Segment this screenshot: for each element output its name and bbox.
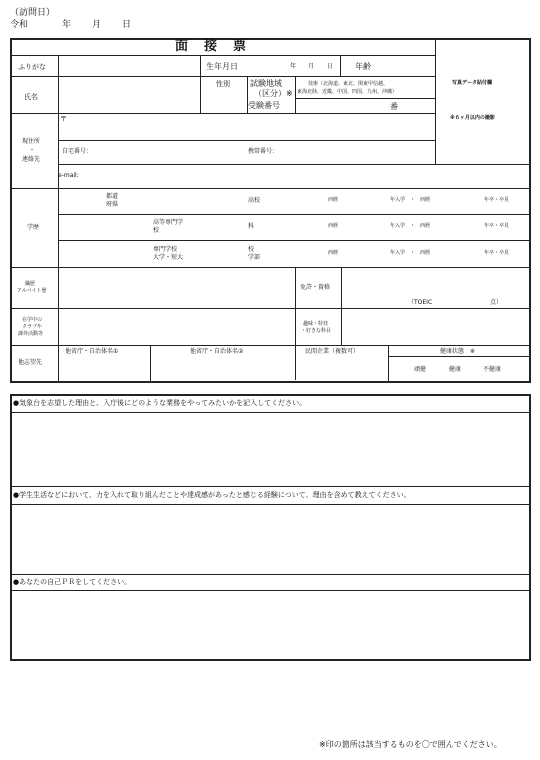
department-label: 科	[248, 223, 255, 230]
home-phone-label: 自宅番号：	[62, 148, 93, 155]
areas-line2: 東海北陸、近畿、中国、四国、九州、沖縄）	[297, 89, 398, 95]
birth-day: 日	[327, 63, 334, 70]
vocational-label-1: 専門学校	[153, 246, 178, 253]
edu-row3-grad: 年卒・卒見	[484, 250, 510, 256]
contact-label: 連絡先	[22, 156, 41, 163]
areas-line1: 技術（北海道、東北、関東甲信越、	[308, 81, 389, 87]
edu-row2-entry: 年入学 ・ 西暦	[390, 223, 431, 229]
toeic-label: （TOEIC	[408, 299, 433, 306]
health-option-unhealthy: 不健康	[483, 366, 502, 373]
prefecture-label-1: 都道	[106, 193, 119, 200]
edu-row2-grad: 年卒・卒見	[484, 223, 510, 229]
license-label: 免許・資格	[300, 284, 331, 291]
visit-year: 年	[62, 20, 72, 30]
tech-college-label-2: 校	[153, 227, 160, 234]
answer-3-area	[12, 591, 529, 658]
postal-mark: 〒	[60, 115, 67, 123]
education-label: 学歴	[27, 224, 40, 231]
health-label: 健康状態 ※	[440, 348, 476, 355]
highschool-label: 高校	[248, 197, 261, 204]
address-label: 現住所	[22, 138, 41, 145]
toeic-suffix: 点）	[490, 299, 503, 306]
edu-row1-entry: 年入学 ・ 西暦	[390, 197, 431, 203]
visit-day: 日	[122, 20, 132, 30]
visit-date-label: （訪問日）	[10, 8, 56, 18]
prefecture-label-2: 府県	[106, 201, 119, 208]
other-choices-label: 他志望先	[18, 359, 43, 366]
club-label-1: 在学中の	[22, 317, 43, 323]
email-label: e-mail:	[58, 172, 79, 179]
club-label-3: 課外活動等	[18, 331, 44, 337]
school-label: 校	[248, 246, 255, 253]
question-3: ●あなたの自己ＰＲをしてください。	[13, 578, 132, 586]
visit-era: 令和	[10, 20, 29, 30]
hobby-label-1: 趣味・特技	[303, 321, 329, 327]
visit-month: 月	[92, 20, 102, 30]
hobby-label-2: ・好きな科目	[301, 328, 332, 334]
tech-college-label-1: 高等専門学	[153, 219, 184, 226]
club-label-2: クラブや	[22, 324, 43, 330]
exam-area-label: 試験地域	[250, 79, 282, 88]
work-history-label-1: 職歴	[25, 281, 36, 287]
name-label: 氏名	[24, 93, 38, 101]
edu-row3-seireki: 西暦	[328, 250, 339, 256]
answer-2-area	[12, 505, 529, 573]
exam-number-label: 受験番号	[248, 101, 280, 110]
birth-year: 年	[290, 63, 297, 70]
edu-row3-entry: 年入学 ・ 西暦	[390, 250, 431, 256]
gender-label: 性別	[216, 80, 230, 88]
question-2: ●学生生活などにおいて、力を入れて取り組んだことや達成感があったと感じる経験について、理由を含めて教えてください。	[13, 491, 411, 499]
health-option-robust: 頑健	[414, 366, 427, 373]
vocational-label-2: 大学・短大	[153, 254, 184, 261]
birth-month: 月	[308, 63, 315, 70]
address-dot: ・	[29, 147, 36, 154]
edu-row2-seireki: 西暦	[328, 223, 339, 229]
age-label: 年齢	[355, 62, 371, 71]
kubun-label: （区分）※	[254, 89, 293, 98]
footnote: ※印の箇所は該当するものを〇で囲んでください。	[319, 740, 502, 749]
other-agency-2-label: 他省庁・自治体名②	[190, 348, 244, 355]
work-history-label-2: アルバイト歴	[17, 288, 47, 294]
edu-row1-seireki: 西暦	[328, 197, 339, 203]
exam-number-suffix: 番	[390, 102, 398, 111]
faculty-label: 学部	[248, 254, 261, 261]
health-option-healthy: 健康	[449, 366, 462, 373]
question-1: ●気象台を志望した理由と、入庁後にどのような業務をやってみたいかを記入してください。	[13, 399, 307, 407]
mobile-phone-label: 携帯番号：	[248, 148, 279, 155]
birthdate-label: 生年月日	[206, 62, 238, 71]
photo-box-label: 写真データ貼付欄	[452, 80, 493, 86]
photo-note: ※６ヶ月以内の撮影	[450, 115, 495, 121]
answer-1-area	[12, 413, 529, 485]
private-company-label: 民間企業（複数可）	[305, 348, 360, 355]
form-title: 面接票	[175, 39, 263, 54]
furigana-label: ふりがな	[18, 63, 46, 71]
other-agency-1-label: 他省庁・自治体名①	[65, 348, 119, 355]
edu-row1-grad: 年卒・卒見	[484, 197, 510, 203]
